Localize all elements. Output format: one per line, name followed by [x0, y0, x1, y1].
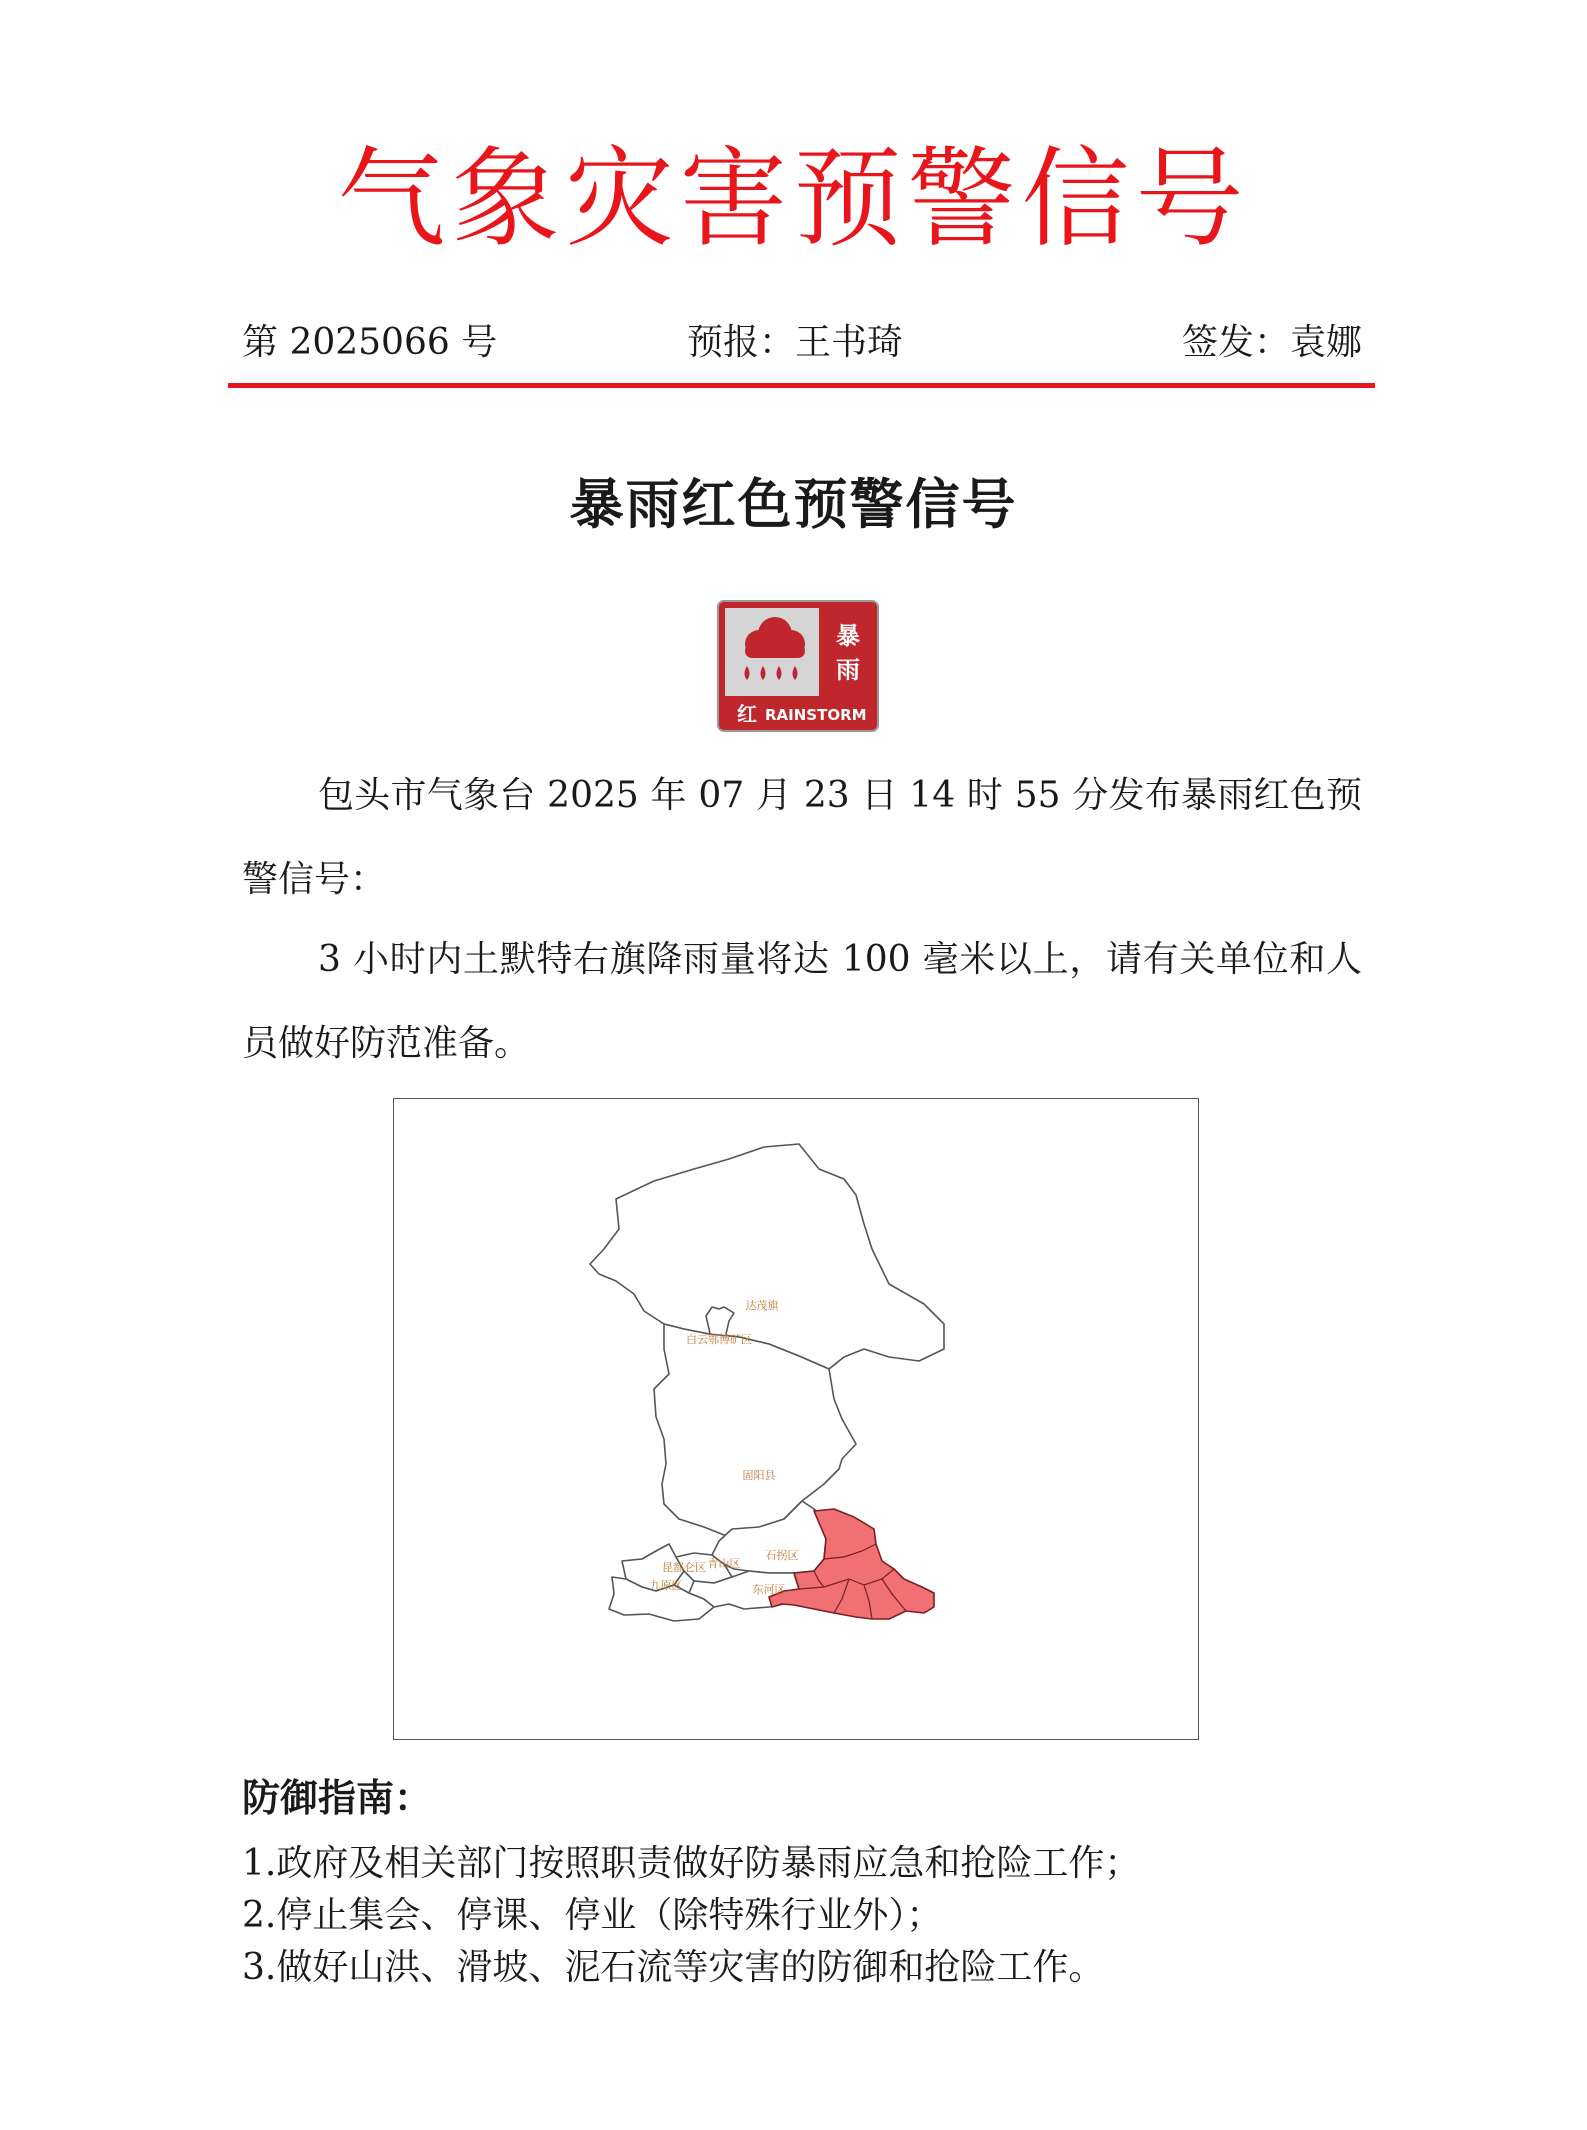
guide-item: 2.停止集会、停课、停业（除特殊行业外）； — [242, 1895, 943, 1936]
icon-char-bottom: 雨 — [836, 656, 860, 684]
header-divider — [228, 383, 1375, 388]
guide-list — [242, 1838, 1382, 1994]
map-label-damaoqi: 达茂旗 — [745, 1299, 779, 1312]
icon-level-char: 红 — [737, 702, 757, 726]
map-label-shiguai: 石拐区 — [765, 1549, 799, 1562]
warning-area-map — [393, 1098, 1199, 1740]
icon-char-top: 暴 — [836, 622, 860, 650]
map-region-damaoqi — [590, 1144, 944, 1369]
document-number: 第 2025066 号 — [242, 322, 498, 363]
guide-item: 1.政府及相关部门按照职责做好防暴雨应急和抢险工作； — [242, 1843, 1141, 1884]
document-meta — [242, 318, 1362, 368]
document-title: 气象灾害预警信号 — [337, 137, 1250, 262]
signal-title: 暴雨红色预警信号 — [569, 473, 1018, 536]
map-label-donghe: 东河区 — [752, 1583, 786, 1596]
forecaster: 预报：王书琦 — [687, 322, 904, 363]
map-label-jiuyuan: 九原区 — [649, 1579, 683, 1592]
icon-text: RAINSTORM — [765, 706, 867, 724]
guide-heading: 防御指南： — [242, 1776, 433, 1820]
map-label-guyang: 固阳县 — [742, 1469, 776, 1482]
issuer: 签发：袁娜 — [1181, 322, 1362, 363]
map-label-baiyunebo: 白云鄂博矿区 — [686, 1333, 752, 1346]
issue-paragraph: 包头市气象台 2025 年 07 月 23 日 14 时 55 分发布暴雨红色预警信号： — [242, 775, 1362, 900]
guide-item: 3.做好山洪、滑坡、泥石流等灾害的防御和抢险工作。 — [242, 1947, 1105, 1988]
forecast-paragraph: 3 小时内土默特右旗降雨量将达 100 毫米以上，请有关单位和人员做好防范准备。 — [242, 939, 1362, 1064]
map-label-qingshan: 青山区 — [707, 1557, 741, 1570]
map-label-kundulun: 昆都仑区 — [662, 1561, 706, 1574]
rainstorm-red-warning-icon — [717, 600, 879, 732]
